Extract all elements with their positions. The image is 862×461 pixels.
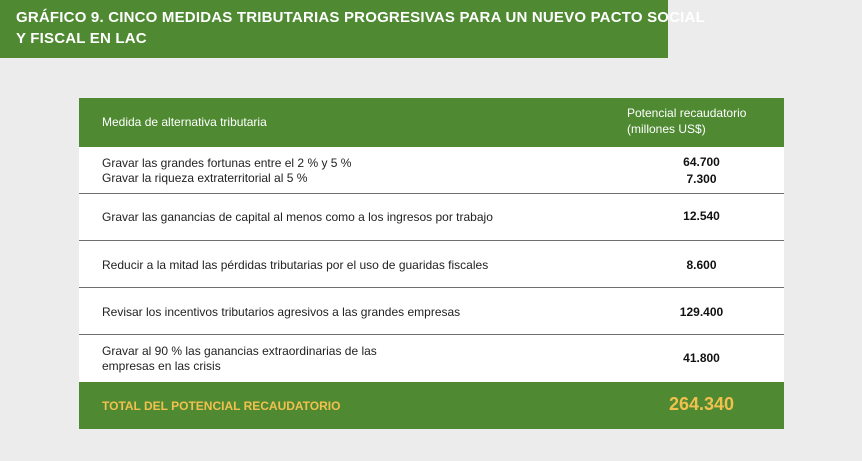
header-measure: Medida de alternativa tributaria [102,115,267,129]
row-description [102,344,377,374]
row-description: Gravar las ganancias de capital al menos como a los ingresos por trabajo [102,210,493,224]
row-description-line-1: Gravar al 90 % las ganancias extraordinarias de las [102,344,377,358]
row-value: 8.600 [686,258,717,272]
header-potential-line-2: (millones US$) [627,122,706,136]
table-row-windfall-profits [79,335,784,382]
tax-measures-table [79,98,784,429]
row-value: 129.400 [679,305,724,319]
chart-title-line-1: GRÁFICO 9. CINCO MEDIDAS TRIBUTARIAS PROGRESIVAS PARA UN NUEVO PACTO SOCIAL [16,9,705,26]
total-value: 264.340 [668,394,735,414]
table-header [79,98,784,147]
row-description: Revisar los incentivos tributarios agresivos a las grandes empresas [102,305,461,319]
row-value-1: 64.700 [683,155,720,169]
row-description [102,156,351,186]
table-row-corporate-incentives [79,288,784,335]
table-total-row [79,382,784,429]
row-value-2: 7.300 [686,172,717,186]
row-description-line-2: Gravar la riqueza extraterritorial al 5 % [102,171,308,185]
header-potential-line-1: Potencial recaudatorio [627,106,747,120]
table-row-wealth [79,147,784,194]
row-description-line-2: empresas en las crisis [102,359,221,373]
chart-title-band [0,0,705,58]
row-value: 41.800 [683,351,720,365]
header-potential [627,105,746,137]
row-description: Reducir a la mitad las pérdidas tributarias por el uso de guaridas fiscales [102,258,489,272]
table-row-tax-havens [79,241,784,288]
row-value: 12.540 [683,209,720,223]
total-label: TOTAL DEL POTENCIAL RECAUDATORIO [102,399,341,413]
table-row-capital-gains [79,194,784,241]
chart-title-line-2: Y FISCAL EN LAC [16,30,147,47]
row-value [674,154,729,188]
row-description-line-1: Gravar las grandes fortunas entre el 2 % y 5 % [102,156,352,170]
